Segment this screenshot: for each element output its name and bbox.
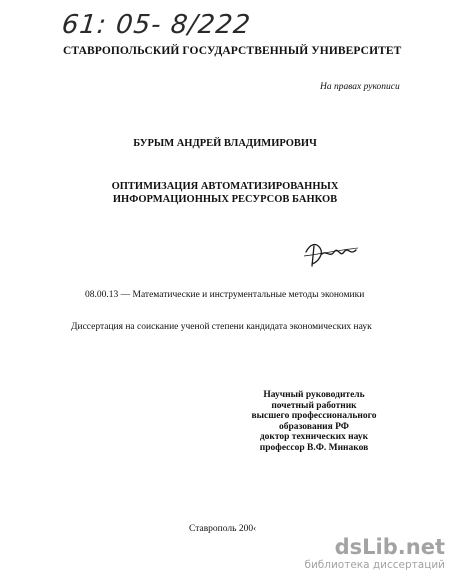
dissertation-degree-line: Диссертация на соискание ученой степени кандидата экономических наук bbox=[71, 322, 372, 332]
specialty-line: 08.00.13 — Математические и инструментальные методы экономики bbox=[85, 290, 365, 300]
handwritten-signature bbox=[300, 232, 360, 272]
supervisor-line: профессор В.Ф. Минаков bbox=[259, 442, 369, 453]
city-year: Ставрополь 200‹ bbox=[189, 524, 257, 534]
supervisor-line: почетный работник bbox=[271, 400, 357, 411]
rights-note: На правах рукописи bbox=[320, 82, 400, 92]
watermark-caption: библиотека диссертаций bbox=[304, 559, 445, 571]
handwritten-archive-number: 61: 05- 8/222 bbox=[60, 10, 253, 40]
university-name: СТАВРОПОЛЬСКИЙ ГОСУДАРСТВЕННЫЙ УНИВЕРСИТЕТ bbox=[63, 45, 402, 57]
supervisor-line: высшего профессионального bbox=[251, 411, 377, 421]
dslib-watermark bbox=[300, 536, 445, 571]
author-name: БУРЫМ АНДРЕЙ ВЛАДИМИРОВИЧ bbox=[133, 138, 317, 149]
watermark-logo: dsLib.net bbox=[334, 535, 445, 559]
title-line: ОПТИМИЗАЦИЯ АВТОМАТИЗИРОВАННЫХ bbox=[111, 181, 339, 192]
title-line: ИНФОРМАЦИОННЫХ РЕСУРСОВ БАНКОВ bbox=[112, 194, 338, 205]
dissertation-title bbox=[0, 180, 450, 206]
supervisor-line: Научный руководитель bbox=[263, 390, 365, 400]
supervisor-line: доктор технических наук bbox=[259, 432, 369, 442]
supervisor-block bbox=[239, 390, 389, 453]
supervisor-line: образования РФ bbox=[279, 421, 349, 432]
